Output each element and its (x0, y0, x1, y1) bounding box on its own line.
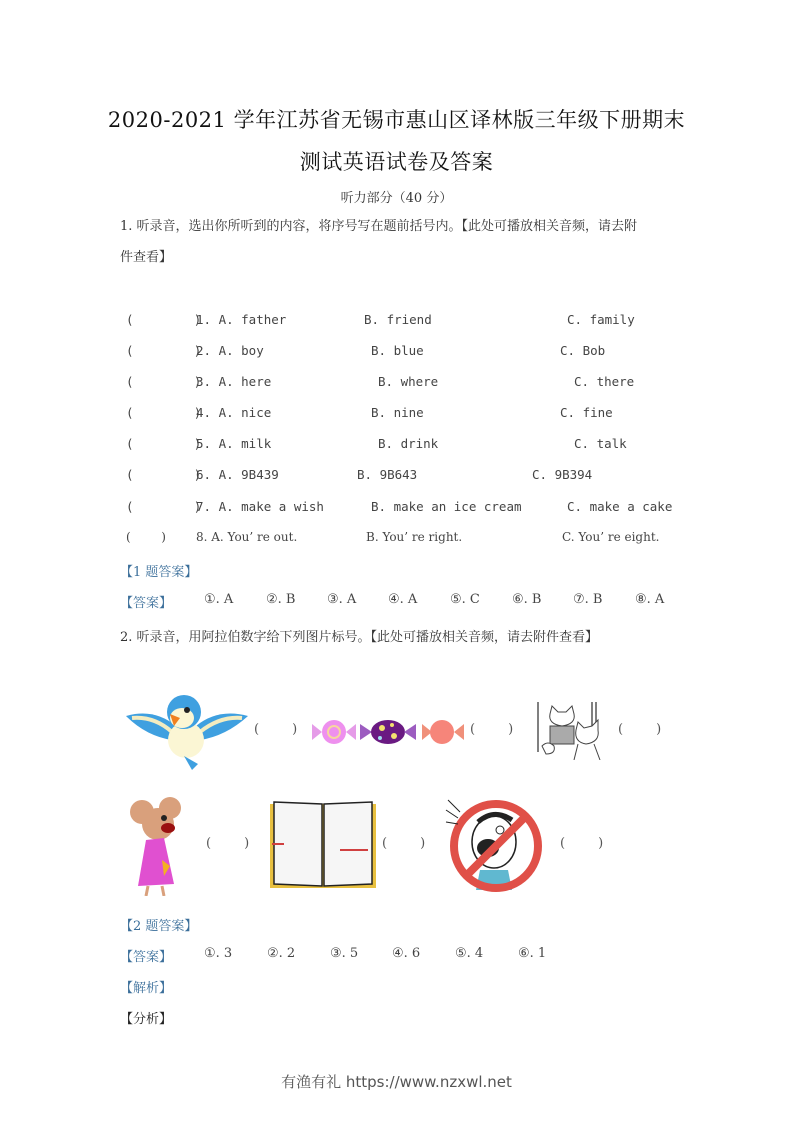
option-b: B. nine (371, 405, 424, 420)
option-a: 8. A. You’ re out. (196, 530, 298, 544)
answer-item: ④. 6 (392, 946, 421, 961)
picture-3-blank[interactable]: ( ) (618, 722, 662, 737)
q1-row-5 (126, 436, 627, 456)
option-b: B. blue (371, 343, 424, 358)
answer-item: ③. 5 (330, 946, 359, 961)
option-b: B. where (378, 374, 439, 389)
option-a: 3. A. here (196, 374, 272, 389)
q1-row-7 (126, 499, 673, 519)
answer-blank[interactable]: ( ) (126, 405, 202, 420)
option-c: C. Bob (560, 343, 606, 358)
option-a: 2. A. boy (196, 343, 264, 358)
answer-blank[interactable]: ( ) (126, 436, 202, 451)
q1-instruction-line1: 1. 听录音，选出你所听到的内容，将序号写在题前括号内。【此处可播放相关音频，请去附 (120, 219, 638, 234)
candies-picture (312, 716, 464, 748)
analysis-label: 【解析】 (120, 981, 173, 996)
no-shouting-picture (444, 794, 544, 894)
bird-picture (124, 686, 250, 772)
q1-row-2 (126, 343, 606, 363)
q1-answer-header: 【1 题答案】 (120, 565, 198, 580)
answer-blank[interactable]: ( ) (126, 312, 202, 327)
picture-1-blank[interactable]: ( ) (254, 722, 298, 737)
answer-item: ④. A (388, 592, 418, 607)
breakdown-label: 【分析】 (120, 1012, 173, 1027)
answer-blank[interactable]: ( ) (126, 530, 166, 544)
answer-label: 【答案】 (120, 950, 173, 965)
answer-item: ⑧. A (635, 592, 665, 607)
answer-item: ①. 3 (204, 946, 233, 961)
answer-item: ⑦. B (573, 592, 603, 607)
q2-instruction: 2. 听录音，用阿拉伯数字给下列图片标号。【此处可播放相关音频，请去附件查看】 (120, 630, 599, 645)
option-b: B. drink (378, 436, 439, 451)
q1-row-6 (126, 467, 593, 487)
answer-item: ③. A (327, 592, 357, 607)
answer-blank[interactable]: ( ) (126, 343, 202, 358)
option-c: C. 9B394 (532, 467, 593, 482)
option-a: 4. A. nice (196, 405, 272, 420)
q2-answer-row (120, 946, 600, 966)
q2-answer-header: 【2 题答案】 (120, 919, 198, 934)
answer-item: ②. 2 (267, 946, 296, 961)
footer-watermark: 有渔有礼 https://www.nzxwl.net (281, 1073, 512, 1091)
option-c: C. fine (560, 405, 613, 420)
q1-row-3 (126, 374, 635, 394)
q1-answer-row (120, 592, 690, 612)
picture-6-blank[interactable]: ( ) (560, 836, 604, 851)
picture-2-blank[interactable]: ( ) (470, 722, 514, 737)
doc-title-line1: 2020-2021 学年江苏省无锡市惠山区译林版三年级下册期末 (107, 108, 686, 132)
girl-mouse-picture (128, 796, 186, 896)
option-b: B. friend (364, 312, 432, 327)
cats-window-picture (532, 700, 614, 760)
answer-item: ⑤. C (450, 592, 480, 607)
answer-item: ②. B (266, 592, 296, 607)
answer-item: ①. A (204, 592, 234, 607)
option-b: B. make an ice cream (371, 499, 522, 514)
doc-title-line2: 测试英语试卷及答案 (299, 150, 494, 174)
answer-item: ⑤. 4 (455, 946, 484, 961)
option-c: C. family (567, 312, 635, 327)
q1-instruction (120, 211, 680, 273)
option-a: 5. A. milk (196, 436, 272, 451)
option-c: C. You’ re eight. (562, 530, 660, 544)
option-c: C. there (574, 374, 635, 389)
answer-blank[interactable]: ( ) (126, 499, 202, 514)
open-book-picture (268, 800, 378, 892)
option-a: 7. A. make a wish (196, 499, 324, 514)
answer-item: ⑥. 1 (518, 946, 547, 961)
option-c: C. make a cake (567, 499, 673, 514)
section-heading: 听力部分（40 分） (340, 191, 453, 206)
picture-5-blank[interactable]: ( ) (382, 836, 426, 851)
option-a: 6. A. 9B439 (196, 467, 279, 482)
option-a: 1. A. father (196, 312, 287, 327)
q1-row-1 (126, 312, 635, 332)
option-b: B. You’ re right. (366, 530, 463, 544)
picture-4-blank[interactable]: ( ) (206, 836, 250, 851)
option-b: B. 9B643 (357, 467, 418, 482)
q1-row-4 (126, 405, 613, 425)
answer-blank[interactable]: ( ) (126, 467, 202, 482)
option-c: C. talk (574, 436, 627, 451)
answer-label: 【答案】 (120, 596, 173, 611)
q1-row-8 (126, 530, 660, 550)
answer-item: ⑥. B (512, 592, 542, 607)
answer-blank[interactable]: ( ) (126, 374, 202, 389)
q1-instruction-line2: 件查看】 (120, 250, 173, 265)
